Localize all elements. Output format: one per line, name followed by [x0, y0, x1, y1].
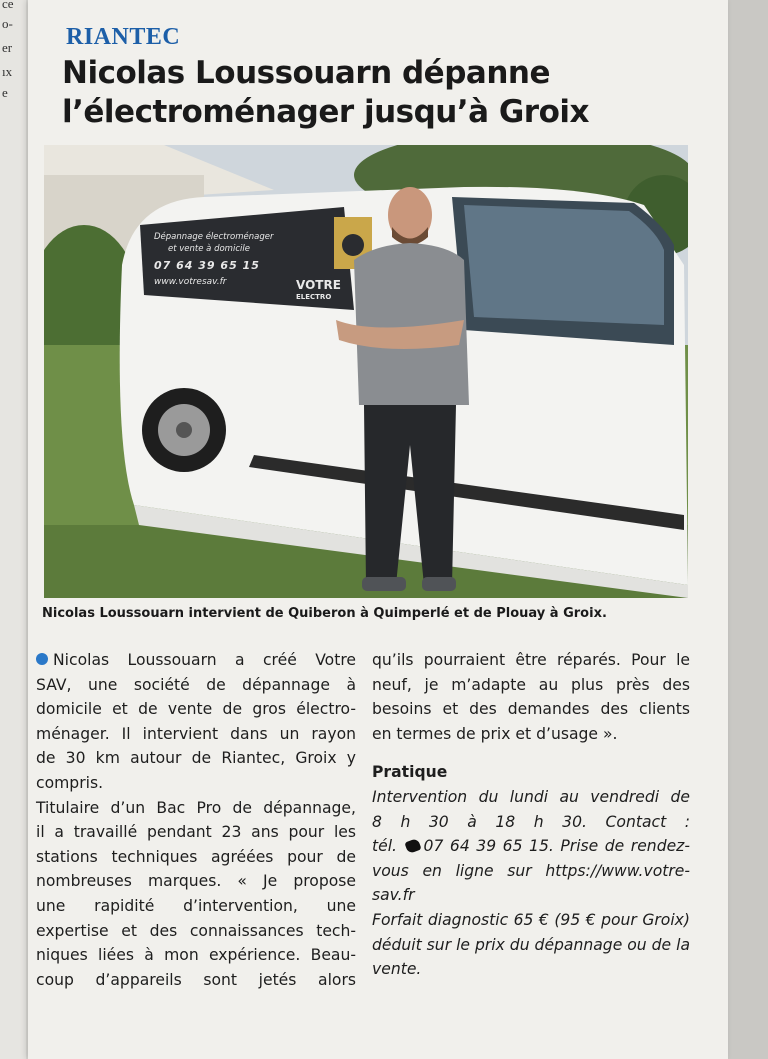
article-column-2: [372, 648, 690, 982]
article-photo: [44, 145, 688, 598]
photo-illustration: [44, 145, 688, 598]
text-line: coup d’appareils sont jetés alors: [36, 970, 356, 989]
text-line: Forfait diagnostic 65 € (95 € pour Groix): [372, 910, 690, 929]
page-edge: [728, 0, 768, 1059]
text-line-content: Nicolas Loussouarn a créé Votre: [53, 651, 356, 669]
article-headline: [62, 54, 702, 132]
bullet-icon: [36, 653, 48, 665]
text-line: une rapidité d’intervention, une: [36, 896, 356, 915]
text-line: sav.fr: [372, 886, 415, 905]
text-line: stations techniques agréées pour de: [36, 847, 356, 866]
text-line: SAV, une société de dépannage à: [36, 675, 356, 694]
van-brand: [296, 279, 341, 303]
headline-line: Nicolas Loussouarn dépanne: [62, 55, 550, 91]
pratique-heading: Pratique: [372, 763, 448, 782]
text-line: compris.: [36, 773, 104, 792]
text-line: il a travaillé pendant 23 ans pour les: [36, 823, 356, 842]
section-kicker: RIANTEC: [66, 24, 181, 50]
text-line: en termes de prix et d’usage ».: [372, 724, 618, 743]
van-service-line: et vente à domicile: [168, 244, 250, 254]
headline-line: l’électroménager jusqu’à Groix: [62, 94, 590, 130]
text-line: expertise et des connaissances tech-: [36, 921, 356, 940]
text-line: vous en ligne sur https://www.votre-: [372, 861, 690, 880]
text-line-content: 07 64 39 65 15. Prise de rendez-: [423, 837, 690, 856]
text-line: de 30 km autour de Riantec, Groix y: [36, 749, 356, 768]
van-phone: 07 64 39 65 15: [154, 259, 260, 272]
text-line: qu’ils pourraient être réparés. Pour le: [372, 651, 690, 669]
photo-caption: Nicolas Loussouarn intervient de Quiberon à Quimperlé et de Plouay à Groix.: [42, 606, 607, 621]
text-line-content: tél.: [372, 837, 397, 856]
van-brand-sub: ELECTRO: [296, 293, 332, 301]
van-service-line: Dépannage électroménager: [154, 232, 274, 242]
text-line: ménager. Il intervient dans un rayon: [36, 724, 356, 743]
phone-icon: [404, 838, 421, 854]
adjacent-text: er: [2, 40, 13, 55]
text-line: Intervention du lundi au vendredi de: [372, 787, 690, 806]
text-line: 8 h 30 à 18 h 30. Contact :: [372, 812, 690, 831]
adjacent-page-strip: [0, 0, 26, 1059]
text-line: [372, 834, 690, 859]
text-line: neuf, je m’adapte au plus près des: [372, 675, 690, 694]
text-line: nombreuses marques. « Je propose: [36, 872, 356, 891]
adjacent-text: ıx: [2, 64, 13, 79]
van-brand-text: VOTRE: [296, 278, 341, 292]
text-line: niques liées à mon expérience. Beau-: [36, 946, 356, 965]
adjacent-text: ce: [2, 0, 14, 11]
text-line: domicile et de vente de gros électro-: [36, 700, 356, 719]
text-line: [36, 648, 356, 673]
van-lettering: [154, 231, 273, 288]
text-line: besoins et des demandes des clients: [372, 700, 690, 719]
text-line: vente.: [372, 960, 422, 979]
adjacent-text: e: [2, 85, 8, 100]
article-column-1: [36, 648, 356, 992]
adjacent-text: o-: [2, 16, 13, 31]
text-line: déduit sur le prix du dépannage ou de la: [372, 935, 690, 954]
text-line: Titulaire d’un Bac Pro de dépannage,: [36, 798, 356, 817]
van-website: www.votresav.fr: [154, 277, 227, 287]
